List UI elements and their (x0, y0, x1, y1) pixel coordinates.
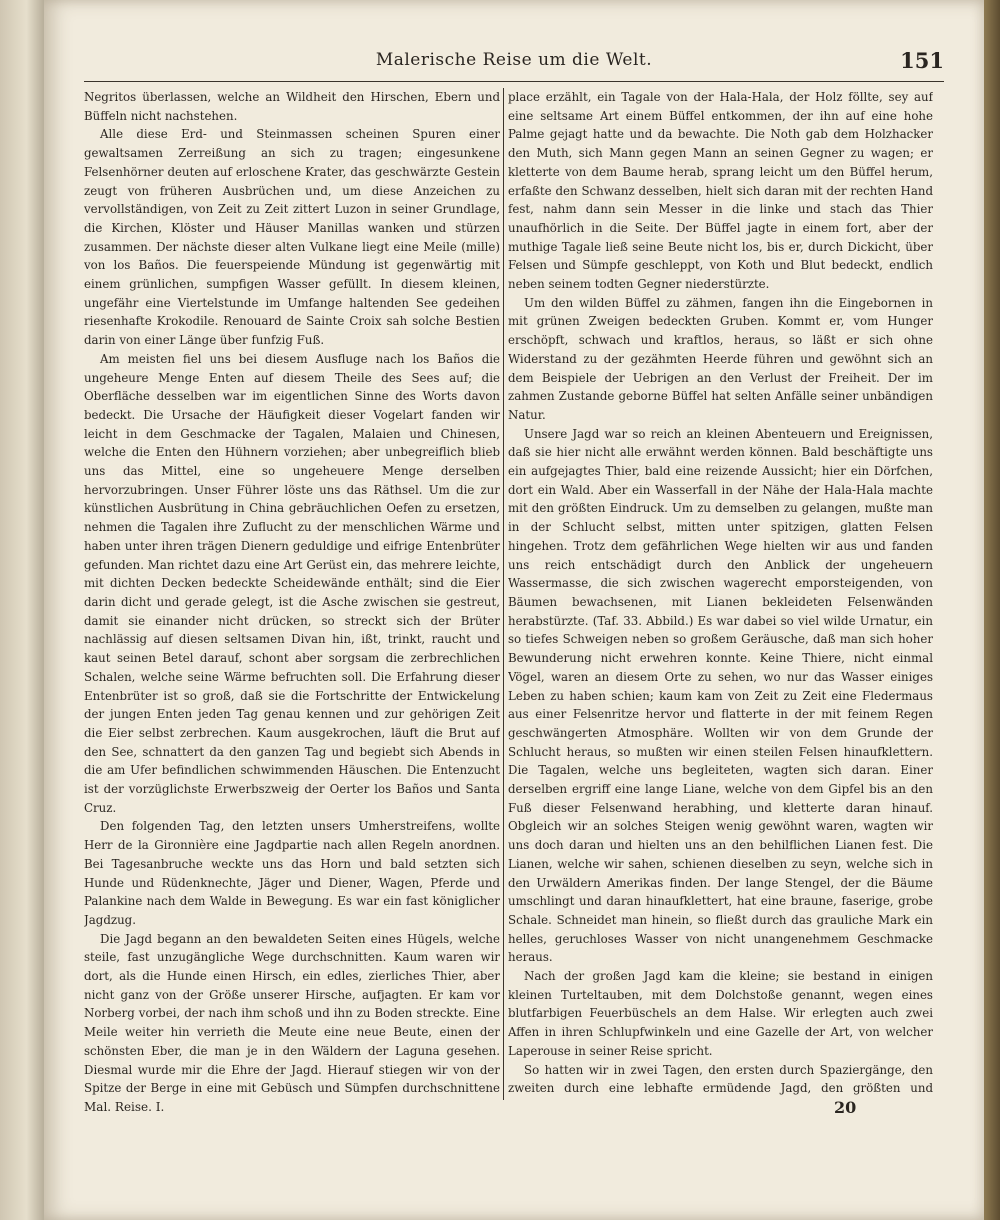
paragraph: So hatten wir in zwei Tagen, den ersten durch Spaziergänge, den zweiten durch eine lebhafte ermüdende Jagd, den größten und (508, 1062, 933, 1096)
right-column (508, 88, 933, 1100)
book-page (44, 0, 984, 1220)
running-title: Malerische Reise um die Welt. (375, 50, 653, 70)
paragraph: Alle diese Erd- und Steinmassen scheinen Spuren einer gewaltsamen Zerreißung an sich zu tragen; eingesunkene Felsenhörner deuten auf erloschene Krater, das geschwärzte Gestein zeugt von früheren Ausbrüchen und, um diese Anzeichen zu vervollständigen, von Zeit zu Zeit zittert Luzon in seiner Grundlage, die Kirchen, Klöster und Häuser Manillas wanken und stürzen zusammen. Der nächste dieser alten Vulkane liegt eine Meile (mille) von los Baños. Die feuerspeiende Mündung ist gegenwärtig mit einem grünlichen, sumpfigen Wasser gefüllt. In diesem kleinen, ungefähr eine Viertelstunde im Umfange haltenden See gedeihen riesenhafte Krokodile. Renouard de Sainte Croix sah solche Bestien darin von einer Länge über funfzig Fuß. (84, 127, 500, 348)
sheet-number: 20 (834, 1098, 857, 1117)
header-rule (84, 81, 944, 82)
paragraph: place erzählt, ein Tagale von der Hala-Hala, der Holz föllte, sey auf eine seltsame Art einem Büffel entkommen, der ihn auf eine hohe Palme gejagt hatte und da bewachte. Die Noth gab dem Holzhacker den Muth, sich Mann gegen Mann an seinen Gegner zu wagen; er kletterte von dem Baume herab, sprang leicht um den Büffel herum, erfaßte den Schwanz desselben, hielt sich daran mit der rechten Hand fest, nahm dann sein Messer in die linke und stach das Thier unaufhörlich in die Seite. Der Büffel jagte in einem fort, aber der muthige Tagale ließ seine Beute nicht los, bis er, durch Dickicht, über Felsen und Sümpfe geschleppt, von Koth und Blut bedeckt, endlich neben seinem todten Gegner niederstürzte. (508, 90, 933, 292)
paragraph: Nach der großen Jagd kam die kleine; sie bestand in einigen kleinen Turteltauben, mit dem Dolchstoße genannt, wegen eines blutfarbigen Feuerbüschels an dem Halse. Wir erlegten auch zwei Affen in ihren Schlupfwinkeln und eine Gazelle der Art, von welcher Laperouse in seiner Reise spricht. (508, 969, 933, 1058)
paragraph: Am meisten fiel uns bei diesem Ausfluge nach los Baños die ungeheure Menge Enten auf diesem Theile des Sees auf; die Oberfläche desselben war im eigentlichen Sinne des Worts davon bedeckt. Die Ursache der Häufigkeit dieser Vogelart fanden wir leicht in dem Geschmacke der Tagalen, Malaien und Chinesen, welche die Enten den Hühnern vorziehen; aber unbegreiflich blieb uns das Mittel, eine so ungeheuere Menge derselben hervorzubringen. Unser Führer löste uns das Räthsel. Um die zur künstlichen Ausbrütung in China gebräuchlichen Oefen zu ersetzen, nehmen die Tagalen ihre Zuflucht zu der menschlichen Wärme und haben unter ihren trägen Dienern geduldige und eifrige Entenbrüter gefunden. Man richtet dazu eine Art Gerüst ein, das mehrere leichte, mit dichten Decken bedeckte Scheidewände enthält; sind die Eier darin dicht und gerade gelegt, ist die Asche zwischen sie gestreut, damit sie einander nicht drücken, so streckt sich der Brüter nachlässig auf diesen seltsamen Divan hin, ißt, trinkt, raucht und kaut seinen Betel darauf, schont aber sorgsam die zerbrechlichen Schalen, welche seine Wärme befruchten soll. Die Erfahrung dieser Entenbrüter ist so groß, daß sie die Fortschritte der Entwickelung der jungen Enten jeden Tag genau kennen und zur gehörigen Zeit die Eier selbst zerbrechen. Kaum ausgekrochen, läuft die Brut auf den See, schnattert da den ganzen Tag und begiebt sich Abends in die am Ufer befindlichen schwimmenden Häuschen. Die Entenzucht ist der vorzüglichste Erwerbszweig der Oerter los Baños und Santa Cruz. (84, 351, 500, 815)
paragraph: Die Jagd begann an den bewaldeten Seiten eines Hügels, welche steile, fast unzugängliche Wege durchschnitten. Kaum waren wir dort, als die Hunde einen Hirsch, ein edles, zierliches Thier, aber nicht ganz von der Größe unserer Hirsche, aufjagten. Er kam vor Norberg vorbei, der nach ihm schoß und ihn zu Boden streckte. Eine Meile weiter hin verrieth die Meute eine neue Beute, einen der schönsten Eber, die man je in den Wäldern der Laguna gesehen. Diesmal wurde mir die Ehre der Jagd. Hierauf stiegen wir von der Spitze der Berge in eine mit Gebüsch und Sümpfen durchschnittene (84, 931, 500, 1096)
signature-mark: Mal. Reise. I. (84, 1100, 165, 1114)
page-number: 151 (900, 48, 944, 73)
column-divider (503, 88, 504, 1100)
page-edge (984, 0, 1000, 1220)
paragraph: Um den wilden Büffel zu zähmen, fangen ihn die Eingebornen in mit grünen Zweigen bedeckten Gruben. Kommt er, vom Hunger erschöpft, schwach und kraftlos, heraus, so läßt er sich ohne Widerstand zu der gezähmten Heerde führen und gewöhnt sich an dem Beispiele der Uebrigen an den Verlust der Freiheit. Der im zahmen Zustande geborne Büffel hat selten Anfälle seiner unbändigen Natur. (508, 295, 933, 422)
paragraph: Negritos überlassen, welche an Wildheit den Hirschen, Ebern und Büffeln nicht nachstehen. (84, 90, 500, 123)
adjacent-page-margin (0, 0, 44, 1220)
paragraph: Unsere Jagd war so reich an kleinen Abenteuern und Ereignissen, daß sie hier nicht alle erwähnt werden können. Bald beschäftigte uns ein aufgejagtes Thier, bald eine reizende Aussicht; hier ein Dörfchen, dort ein Wald. Aber ein Wasserfall in der Nähe der Hala-Hala machte mit den größten Eindruck. Um zu demselben zu gelangen, mußte man in der Schlucht selbst, mitten unter spitzigen, glatten Felsen hingehen. Trotz dem gefährlichen Wege hielten wir aus und fanden uns reich entschädigt durch den Anblick der ungeheuern Wassermasse, die sich zwischen wagerecht emporsteigenden, von Bäumen bewachsenen, mit Lianen bekleideten Felsenwänden herabstürzte. (Taf. 33. Abbild.) Es war dabei so viel wilde Urnatur, ein so tiefes Schweigen neben so großem Geräusche, daß man sich hoher Bewunderung nicht erwehren konnte. Keine Thiere, nicht einmal Vögel, waren an diesem Orte zu sehen, wo nur das Wasser einiges Leben zu haben schien; kaum kam von Zeit zu Zeit eine Fledermaus aus einer Felsenritze hervor und flatterte in der mit feinem Regen geschwängerten Atmosphäre. Wollten wir von dem Grunde der Schlucht heraus, so mußten wir einen steilen Felsen hinaufklettern. Die Tagalen, welche uns begleiteten, wagten sich daran. Einer derselben ergriff eine lange Liane, welche von dem Gipfel bis an den Fuß dieser Felsenwand herabhing, und kletterte daran hinauf. Obgleich wir an solches Steigen wenig gewöhnt waren, wagten wir uns doch daran und hielten uns an den behilflichen Lianen fest. Die Lianen, welche wir sahen, schienen dieselben zu seyn, welche sich in den Urwäldern Amerikas finden. Der lange Stengel, der die Bäume umschlingt und daran hinaufklettert, hat eine braune, faserige, grobe Schale. Schneidet man hinein, so fließt durch das grauliche Mark ein helles, geruchloses Wasser von nicht unangenehmem Geschmacke heraus. (508, 426, 933, 965)
paragraph: Den folgenden Tag, den letzten unsers Umherstreifens, wollte Herr de la Gironnière eine Jagdpartie nach allen Regeln anordnen. Bei Tagesanbruche weckte uns das Horn und bald setzten sich Hunde und Rüdenknechte, Jäger und Diener, Wagen, Pferde und Palankine nach dem Walde in Bewegung. Es war ein fast königlicher Jagdzug. (84, 819, 500, 927)
left-column (84, 88, 500, 1100)
